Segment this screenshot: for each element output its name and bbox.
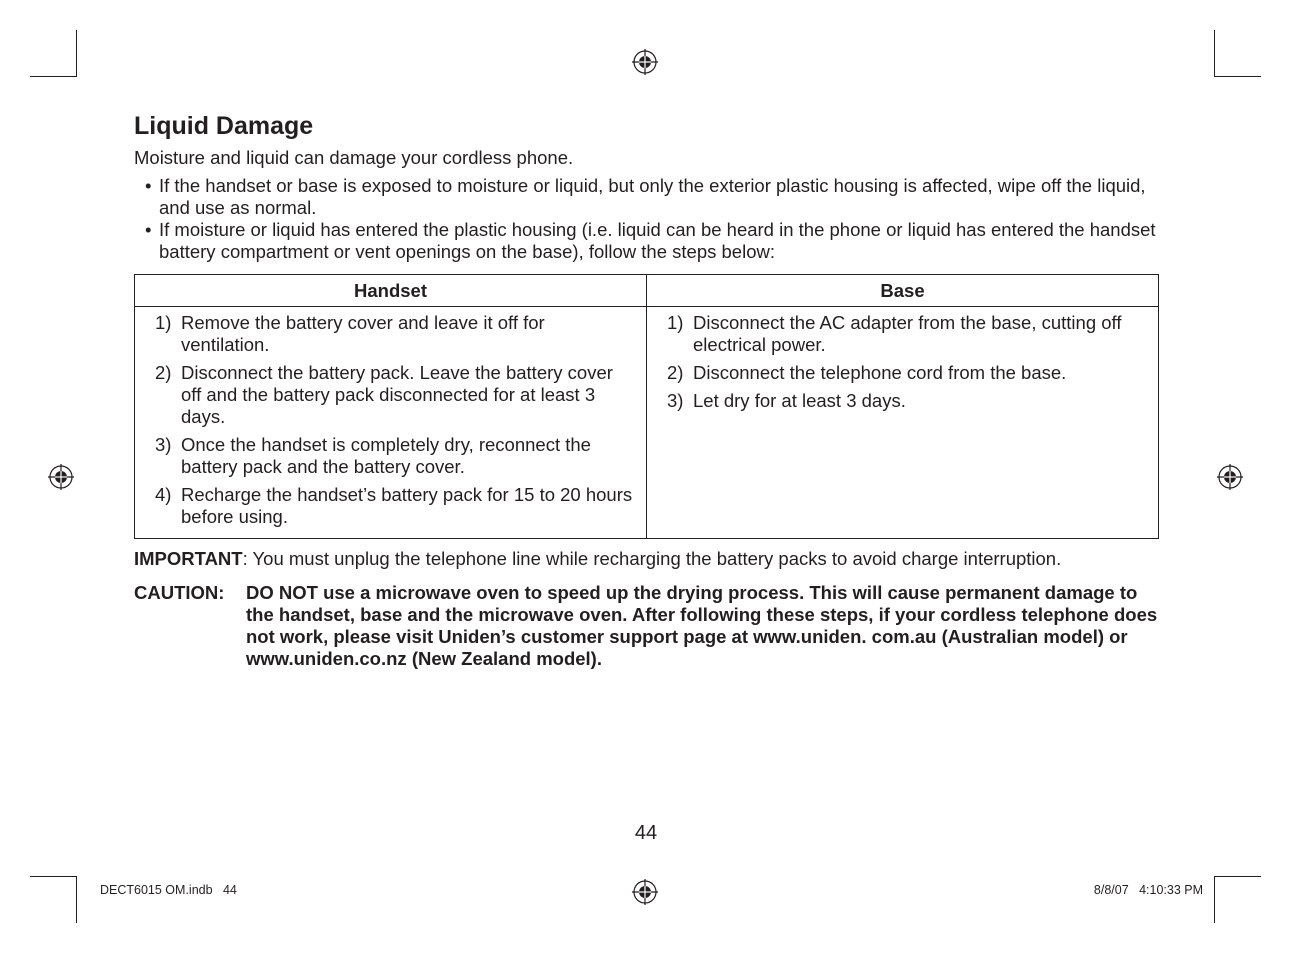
list-item bbox=[667, 362, 1148, 384]
registration-mark-icon bbox=[48, 464, 74, 490]
list-item: • If the handset or base is exposed to moisture or liquid, but only the exterior plastic housing is affected, wipe off the liquid, and use as normal. bbox=[145, 175, 1175, 219]
step-number: 4) bbox=[155, 484, 172, 505]
crop-mark-icon bbox=[30, 76, 77, 77]
crop-mark-icon bbox=[1214, 876, 1215, 923]
page-title: Liquid Damage bbox=[134, 112, 314, 140]
table-header-row bbox=[135, 275, 1159, 307]
step-text: Recharge the handset’s battery pack for 15 to 20 hours before using. bbox=[181, 484, 633, 527]
crop-mark-icon bbox=[1214, 76, 1261, 77]
important-text: : You must unplug the telephone line while recharging the battery packs to avoid charge interruption. bbox=[242, 548, 1062, 569]
crop-mark-icon bbox=[1214, 30, 1215, 77]
registration-mark-icon bbox=[1217, 464, 1243, 490]
step-number: 2) bbox=[155, 362, 172, 383]
list-item bbox=[667, 390, 1148, 412]
step-number: 3) bbox=[667, 390, 684, 411]
list-item bbox=[155, 312, 636, 356]
step-text: Disconnect the telephone cord from the base. bbox=[693, 362, 1067, 383]
base-steps-cell bbox=[647, 307, 1159, 539]
bullet-list bbox=[145, 175, 1175, 263]
base-step-list bbox=[667, 312, 1148, 412]
column-header-base: Base bbox=[647, 275, 1159, 307]
step-number: 1) bbox=[667, 312, 684, 333]
step-number: 3) bbox=[155, 434, 172, 455]
column-header-handset: Handset bbox=[135, 275, 647, 307]
intro-text: Moisture and liquid can damage your cordless phone. bbox=[134, 147, 574, 168]
list-item bbox=[155, 434, 636, 478]
table-row bbox=[135, 307, 1159, 539]
step-text: Disconnect the battery pack. Leave the battery cover off and the battery pack disconnected for at least 3 days. bbox=[181, 362, 613, 427]
crop-mark-icon bbox=[1214, 876, 1261, 877]
registration-mark-icon bbox=[632, 49, 658, 75]
step-number: 2) bbox=[667, 362, 684, 383]
list-item bbox=[155, 484, 636, 528]
crop-mark-icon bbox=[76, 876, 77, 923]
list-item: • If moisture or liquid has entered the plastic housing (i.e. liquid can be heard in the phone or liquid has entered the handset battery compartment or vent openings on the base), follow the steps below: bbox=[145, 219, 1175, 263]
step-text: Let dry for at least 3 days. bbox=[693, 390, 906, 411]
step-text: Disconnect the AC adapter from the base, cutting off electrical power. bbox=[693, 312, 1122, 355]
step-number: 1) bbox=[155, 312, 172, 333]
crop-mark-icon bbox=[76, 30, 77, 77]
registration-mark-icon bbox=[632, 879, 658, 905]
list-item bbox=[667, 312, 1148, 356]
crop-mark-icon bbox=[30, 876, 77, 877]
handset-steps-cell bbox=[135, 307, 647, 539]
step-text: Once the handset is completely dry, reconnect the battery pack and the battery cover. bbox=[181, 434, 591, 477]
important-label: IMPORTANT bbox=[134, 548, 243, 569]
handset-step-list bbox=[155, 312, 636, 528]
list-item bbox=[155, 362, 636, 428]
footer-file-info: DECT6015 OM.indb 44 bbox=[100, 883, 237, 897]
caution-label: CAUTION: bbox=[134, 582, 225, 603]
footer-timestamp: 8/8/07 4:10:33 PM bbox=[1093, 883, 1203, 897]
caution-text: DO NOT use a microwave oven to speed up the drying process. This will cause permanent damage to the handset, base and the microwave oven. After following these steps, if your cordless telephone does not work, please visit Uniden’s customer support page at www.uniden. com.au (Australian model) or www.uniden.co.nz (New Zealand model). bbox=[246, 582, 1158, 669]
important-note bbox=[134, 548, 1061, 570]
page-number: 44 bbox=[634, 822, 658, 844]
step-text: Remove the battery cover and leave it off for ventilation. bbox=[181, 312, 545, 355]
steps-table bbox=[134, 274, 1159, 539]
